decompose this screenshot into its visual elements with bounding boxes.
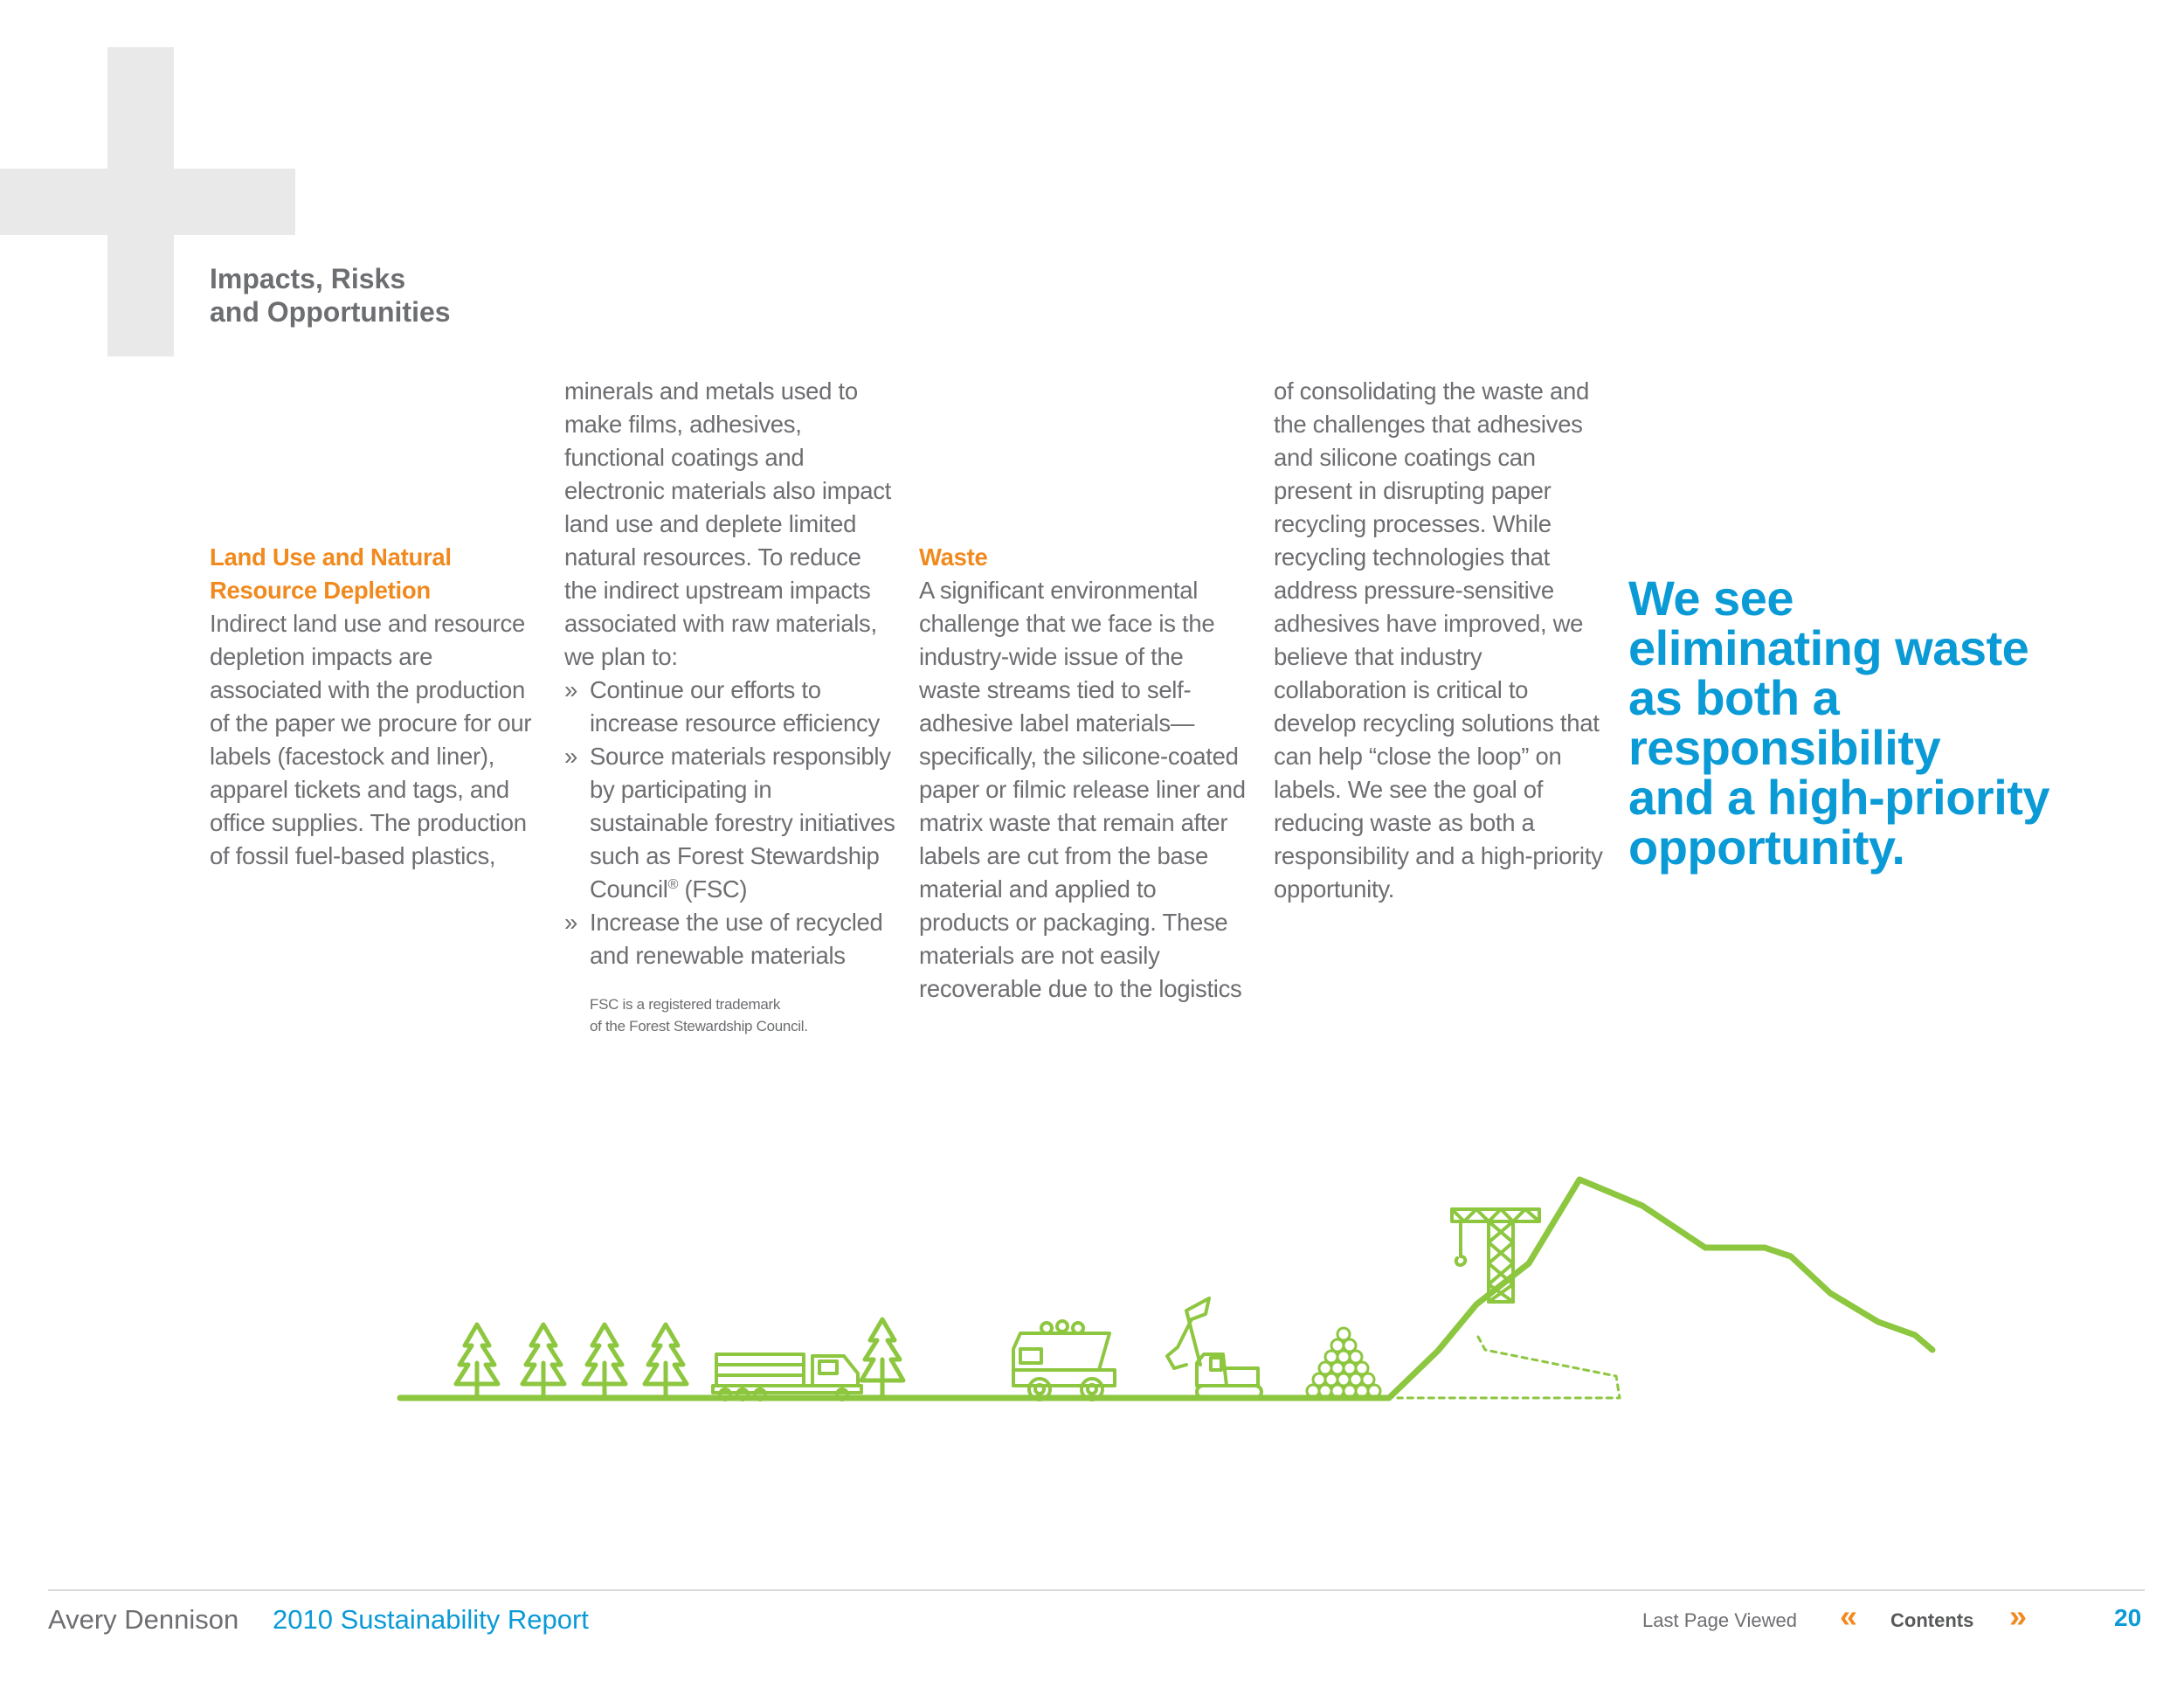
log-pile-icon — [1307, 1328, 1380, 1397]
fsc-footnote: FSC is a registered trademark of the Forest Stewardship Council. — [590, 996, 808, 1034]
tree-icon — [645, 1325, 687, 1396]
waste-lifecycle-illustration — [384, 1162, 2009, 1424]
ground-line — [400, 1180, 1932, 1398]
excavator-icon — [1167, 1298, 1261, 1398]
footer-brand: Avery Dennison — [48, 1604, 239, 1635]
last-page-viewed-link[interactable]: Last Page Viewed — [1642, 1609, 1797, 1631]
waste-heading: Waste — [919, 543, 988, 571]
land-use-body: Indirect land use and resource depletion impacts are associated with the production of the paper we procure for our labels (facestock and liner), apparel tickets and tags, and office supplies. The production of fossil fuel-based plastics, — [210, 610, 532, 869]
tree-icon — [861, 1319, 903, 1396]
list-item: » Source materials responsibly by participating in sustainable forestry initiatives such as Forest Stewardship Council® (FSC) — [564, 740, 896, 906]
dump-truck-icon — [1013, 1321, 1115, 1400]
list-item: » Continue our efforts to increase resource efficiency — [564, 674, 896, 740]
waste-body: A significant environmental challenge that we face is the industry-wide issue of the waste streams tied to self-adhesive label materials—specifically, the silicone-coated paper or filmic release liner and matrix waste that remain after labels are cut from the base material and applied to products or packaging. These materials are not easily recoverable due to the logistics — [919, 577, 1246, 1002]
bullet-icon: » — [564, 676, 577, 703]
logging-truck-icon — [713, 1354, 861, 1400]
section-title: Impacts, Risks and Opportunities — [210, 263, 451, 328]
contents-link[interactable]: Contents — [1890, 1609, 1974, 1631]
land-use-heading: Land Use and Natural Resource Depletion — [210, 543, 452, 604]
plan-list — [564, 674, 896, 972]
column-waste-continued — [1274, 375, 1606, 906]
column-materials — [564, 375, 896, 1037]
footer-divider — [48, 1589, 2145, 1591]
materials-intro: minerals and metals used to make films, adhesives, functional coatings and electronic materials also impact land use and deplete limited natural resources. To reduce the indirect upstream impacts associated with raw materials, we plan to: — [564, 377, 892, 670]
footer-report-title: 2010 Sustainability Report — [273, 1604, 589, 1635]
crane-icon — [1452, 1209, 1539, 1302]
plus-decoration-horizontal — [0, 169, 295, 235]
tree-icon — [584, 1325, 625, 1396]
column-waste — [919, 541, 1251, 1006]
bullet-icon: » — [564, 743, 577, 770]
page-number: 20 — [2114, 1604, 2142, 1631]
previous-page-icon[interactable]: « — [1840, 1598, 1858, 1634]
bullet-icon: » — [564, 909, 577, 936]
tree-icon — [456, 1325, 498, 1396]
list-item: » Increase the use of recycled and renewable materials — [564, 906, 896, 972]
landfill-dashed-outline — [1398, 1337, 1620, 1398]
column-land-use — [210, 541, 533, 873]
next-page-icon[interactable]: » — [2009, 1598, 2028, 1634]
pull-quote: We see eliminating waste as both a responsibility and a high-priority opportunity. — [1628, 571, 2050, 875]
tree-icon — [522, 1325, 564, 1396]
waste-continued-body: of consolidating the waste and the challenges that adhesives and silicone coatings can present in disrupting paper recycling processes. While recycling technologies that address pressure-sensitive adhesives have improved, we believe that industry collaboration is critical to develop recycling solutions that can help “close the loop” on labels. We see the goal of reducing waste as both a responsibility and a high-priority opportunity. — [1274, 377, 1603, 903]
registered-mark: ® — [667, 877, 679, 892]
